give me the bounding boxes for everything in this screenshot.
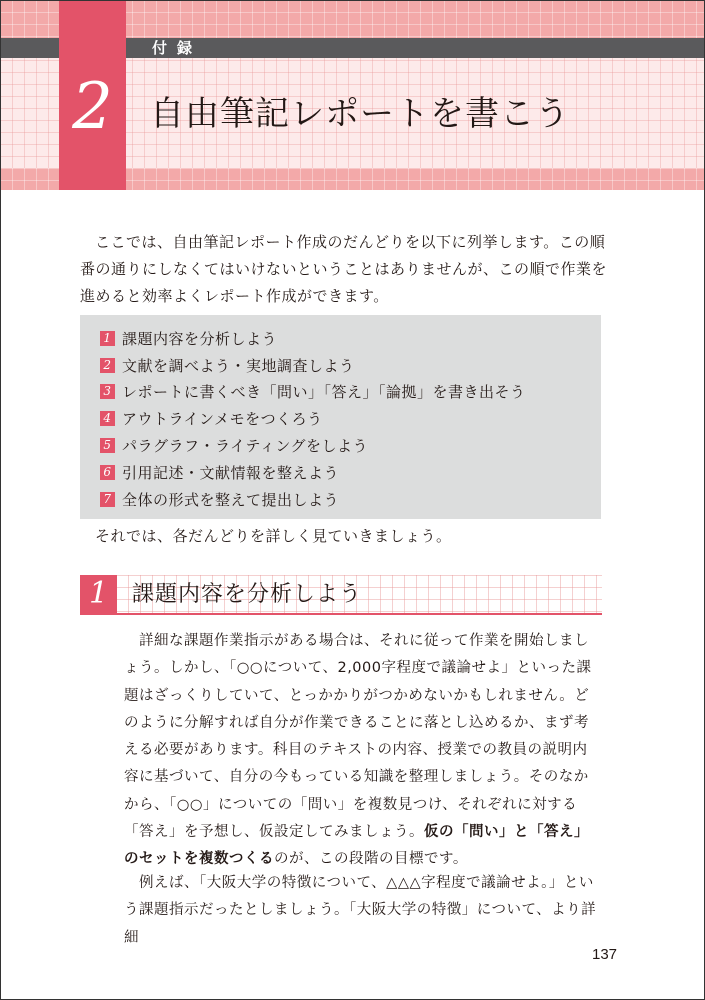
steps-list bbox=[100, 325, 526, 513]
chapter-header bbox=[0, 0, 705, 190]
step-text: 文献を調べよう・実地調査しよう bbox=[122, 356, 355, 375]
step-number-badge: 3 bbox=[100, 384, 115, 399]
list-item bbox=[100, 432, 526, 459]
step-number-badge: 2 bbox=[100, 358, 115, 373]
section-title: 課題内容を分析しよう bbox=[132, 582, 363, 607]
section-heading bbox=[80, 575, 602, 615]
intro-paragraph: ここでは、自由筆記レポート作成のだんどりを以下に列挙します。この順番の通りにしなくてはいけないということはありませんが、この順で作業を進めると効率よくレポート作成ができます。 bbox=[80, 233, 608, 305]
appendix-label: 付録 bbox=[152, 39, 203, 57]
step-number-badge: 1 bbox=[100, 331, 115, 346]
chapter-number: 2 bbox=[72, 70, 113, 144]
section-paragraph-2: 例えば、「大阪大学の特徴について、△△△字程度で議論せよ。」という課題指示だったとしましょう。「大阪大学の特徴」について、より詳細 bbox=[124, 875, 597, 946]
step-text: 課題内容を分析しよう bbox=[122, 329, 278, 348]
step-number-badge: 7 bbox=[100, 492, 115, 507]
step-text: アウトラインメモをつくろう bbox=[122, 410, 323, 429]
list-item bbox=[100, 486, 526, 513]
list-item bbox=[100, 352, 526, 379]
steps-box bbox=[80, 315, 601, 519]
list-item bbox=[100, 405, 526, 432]
paragraph-text: 詳細な課題作業指示がある場合は、それに従って作業を開始しましょう。しかし、「○○について、2,000字程度で議論せよ」といった課題はざっくりしていて、とっかかりがつかめないかもしれません。どのように分解すれば自分が作業できることに落とし込めるか、まず考える必要があります。科目のテキストの内容、授業での教員の説明内容に基づいて、自分の今もっている知識を整理しましょう。そのなかから、「○○」についての「問い」を複数見つけ、それぞれに対する「答え」を予想し、仮設定してみましょう。 bbox=[124, 633, 592, 841]
page-number: 137 bbox=[592, 946, 618, 963]
chapter-title: 自由筆記レポートを書こう bbox=[150, 94, 570, 134]
emphasis-text: 仮の「問い」と「答え」のセットを複数つくる bbox=[124, 824, 589, 868]
after-list-text: それでは、各だんどりを詳しく見ていきましょう。 bbox=[95, 527, 452, 545]
step-text: パラグラフ・ライティングをしよう bbox=[122, 437, 369, 456]
step-text: レポートに書くべき「問い」「答え」「論拠」を書き出そう bbox=[122, 383, 526, 402]
list-item bbox=[100, 459, 526, 486]
section-number: 1 bbox=[80, 575, 117, 613]
step-number-badge: 6 bbox=[100, 465, 115, 480]
section-paragraph-1 bbox=[124, 628, 602, 874]
paragraph-text: のが、この段階の目標です。 bbox=[274, 851, 468, 868]
step-text: 引用記述・文献情報を整えよう bbox=[122, 463, 340, 482]
list-item bbox=[100, 379, 526, 406]
step-number-badge: 4 bbox=[100, 411, 115, 426]
step-number-badge: 5 bbox=[100, 438, 115, 453]
step-text: 全体の形式を整えて提出しよう bbox=[122, 490, 340, 509]
list-item bbox=[100, 325, 526, 352]
